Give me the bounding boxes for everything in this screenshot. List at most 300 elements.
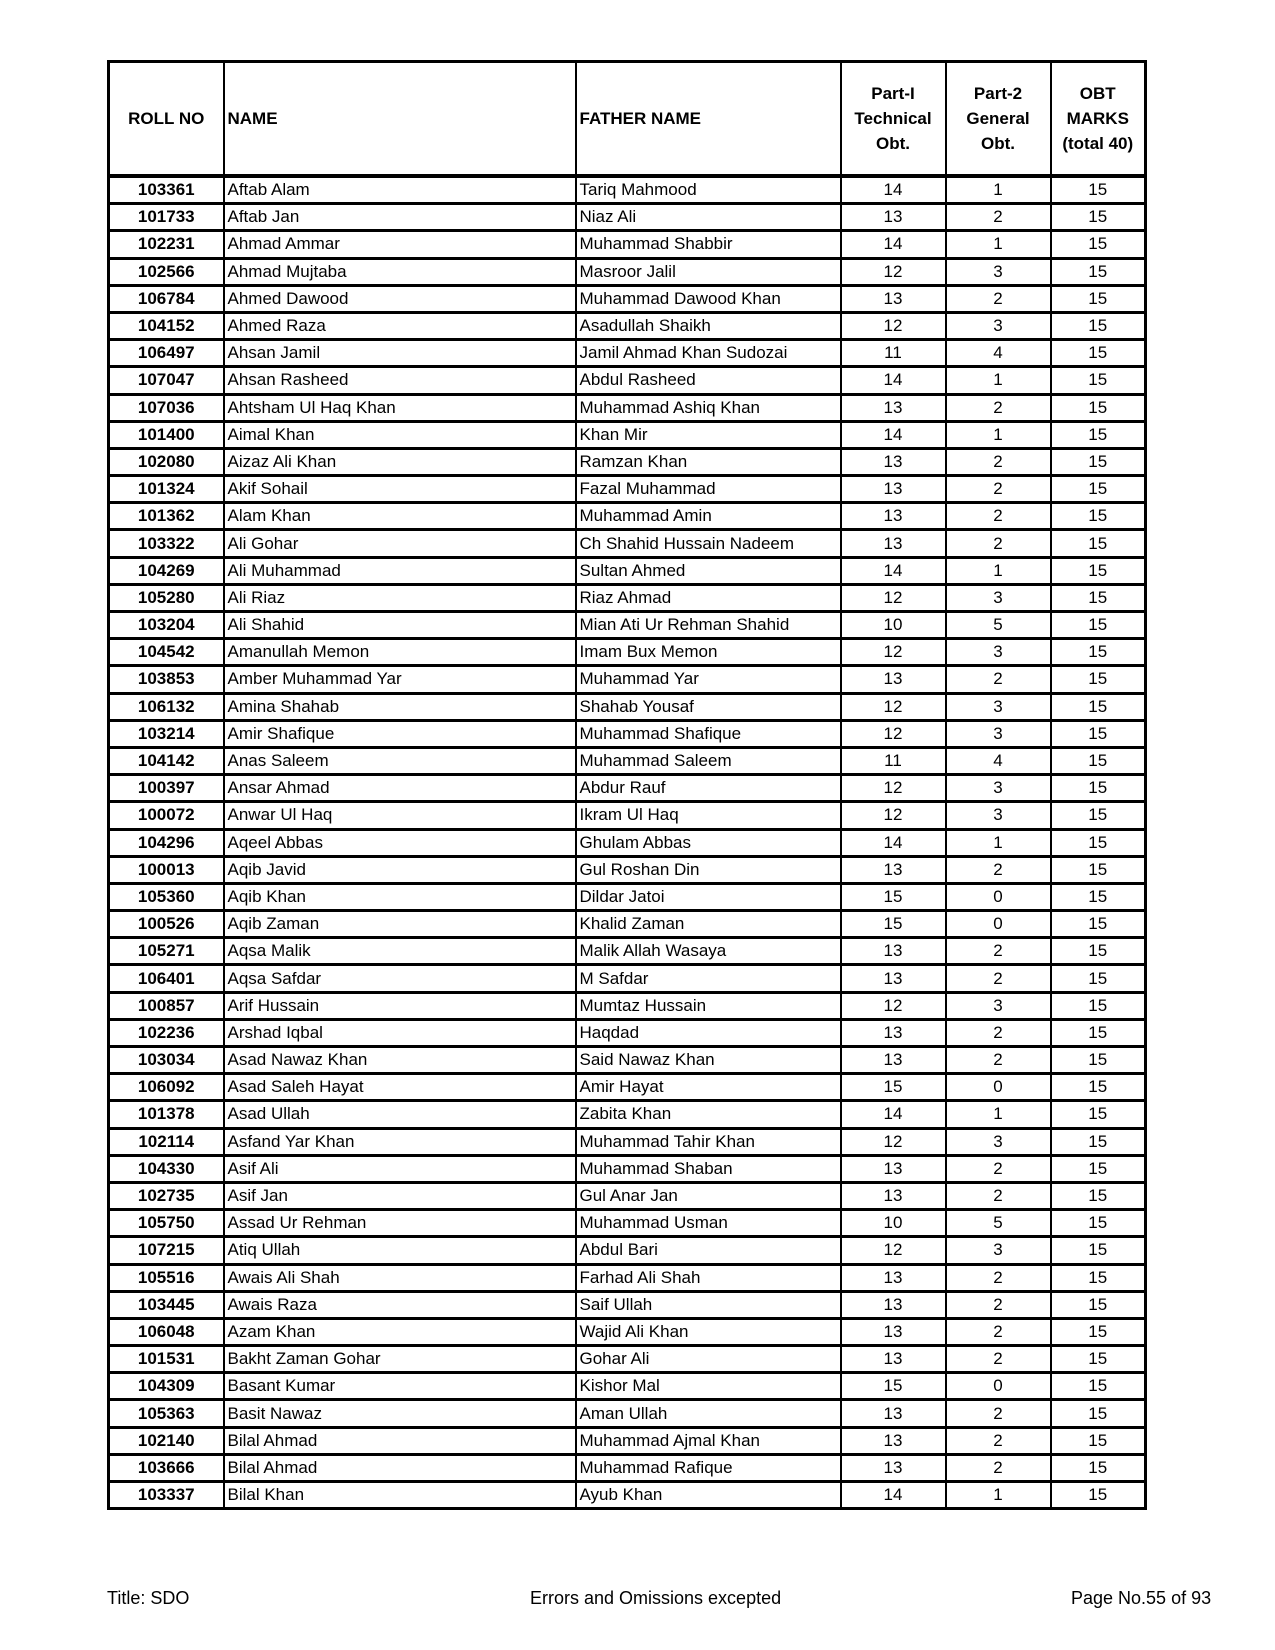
father-name-cell: Niaz Ali [576, 204, 841, 231]
part1-marks-cell: 13 [841, 1182, 946, 1209]
name-cell: Bilal Khan [224, 1482, 576, 1509]
obt-marks-cell: 15 [1051, 584, 1146, 611]
obt-marks-cell: 15 [1051, 1454, 1146, 1481]
table-row [109, 340, 1146, 367]
name-cell: Aqib Javid [224, 856, 576, 883]
roll-no-cell: 102080 [109, 448, 224, 475]
table-row [109, 1318, 1146, 1345]
part1-marks-cell: 13 [841, 1047, 946, 1074]
part1-marks-cell: 14 [841, 829, 946, 856]
part1-marks-cell: 15 [841, 883, 946, 910]
father-name-cell: Abdur Rauf [576, 775, 841, 802]
roll-no-cell: 104330 [109, 1155, 224, 1182]
part1-marks-cell: 15 [841, 1373, 946, 1400]
header-part1-line3: Obt. [876, 134, 910, 153]
obt-marks-cell: 15 [1051, 530, 1146, 557]
part2-marks-cell: 1 [946, 1482, 1051, 1509]
table-row [109, 856, 1146, 883]
header-part2-line2: General [966, 109, 1030, 128]
obt-marks-cell: 15 [1051, 747, 1146, 774]
roll-no-cell: 101378 [109, 1101, 224, 1128]
roll-no-cell: 101324 [109, 476, 224, 503]
roll-no-cell: 106497 [109, 340, 224, 367]
table-row [109, 1047, 1146, 1074]
name-cell: Atiq Ullah [224, 1237, 576, 1264]
part2-marks-cell: 2 [946, 965, 1051, 992]
part1-marks-cell: 12 [841, 720, 946, 747]
part2-marks-cell: 2 [946, 1427, 1051, 1454]
part1-marks-cell: 13 [841, 1155, 946, 1182]
father-name-cell: Wajid Ali Khan [576, 1318, 841, 1345]
table-row [109, 938, 1146, 965]
table-row [109, 1454, 1146, 1481]
part2-marks-cell: 3 [946, 312, 1051, 339]
part1-marks-cell: 13 [841, 394, 946, 421]
part2-marks-cell: 3 [946, 639, 1051, 666]
obt-marks-cell: 15 [1051, 1400, 1146, 1427]
table-row [109, 1291, 1146, 1318]
part1-marks-cell: 13 [841, 285, 946, 312]
part1-marks-cell: 12 [841, 639, 946, 666]
name-cell: Azam Khan [224, 1318, 576, 1345]
roll-no-cell: 102236 [109, 1019, 224, 1046]
obt-marks-cell: 15 [1051, 992, 1146, 1019]
name-cell: Bilal Ahmad [224, 1454, 576, 1481]
father-name-cell: Sultan Ahmed [576, 557, 841, 584]
father-name-cell: Farhad Ali Shah [576, 1264, 841, 1291]
header-obt-line2: MARKS [1066, 109, 1129, 128]
father-name-cell: Muhammad Rafique [576, 1454, 841, 1481]
name-cell: Arif Hussain [224, 992, 576, 1019]
part2-marks-cell: 2 [946, 1047, 1051, 1074]
part2-marks-cell: 2 [946, 1291, 1051, 1318]
obt-marks-cell: 15 [1051, 720, 1146, 747]
roll-no-cell: 105280 [109, 584, 224, 611]
name-cell: Ahtsham Ul Haq Khan [224, 394, 576, 421]
roll-no-cell: 106784 [109, 285, 224, 312]
obt-marks-cell: 15 [1051, 312, 1146, 339]
roll-no-cell: 102140 [109, 1427, 224, 1454]
roll-no-cell: 104152 [109, 312, 224, 339]
father-name-cell: Haqdad [576, 1019, 841, 1046]
obt-marks-cell: 15 [1051, 503, 1146, 530]
name-cell: Aqeel Abbas [224, 829, 576, 856]
name-cell: Aimal Khan [224, 421, 576, 448]
obt-marks-cell: 15 [1051, 693, 1146, 720]
father-name-cell: Gul Anar Jan [576, 1182, 841, 1209]
part2-marks-cell: 2 [946, 1400, 1051, 1427]
name-cell: Assad Ur Rehman [224, 1210, 576, 1237]
obt-marks-cell: 15 [1051, 476, 1146, 503]
table-row [109, 965, 1146, 992]
name-cell: Anwar Ul Haq [224, 802, 576, 829]
table-row [109, 231, 1146, 258]
father-name-cell: Gohar Ali [576, 1346, 841, 1373]
results-table [107, 60, 1147, 1510]
father-name-cell: Riaz Ahmad [576, 584, 841, 611]
table-row [109, 1210, 1146, 1237]
part2-marks-cell: 2 [946, 856, 1051, 883]
part1-marks-cell: 13 [841, 1291, 946, 1318]
footer-notice: Errors and Omissions excepted [530, 1588, 782, 1608]
part2-marks-cell: 4 [946, 747, 1051, 774]
part2-marks-cell: 1 [946, 829, 1051, 856]
part1-marks-cell: 14 [841, 1482, 946, 1509]
father-name-cell: Khalid Zaman [576, 911, 841, 938]
table-row [109, 829, 1146, 856]
roll-no-cell: 102231 [109, 231, 224, 258]
obt-marks-cell: 15 [1051, 231, 1146, 258]
part1-marks-cell: 13 [841, 1427, 946, 1454]
name-cell: Ali Gohar [224, 530, 576, 557]
roll-no-cell: 102114 [109, 1128, 224, 1155]
obt-marks-cell: 15 [1051, 1019, 1146, 1046]
table-row [109, 394, 1146, 421]
father-name-cell: Jamil Ahmad Khan Sudozai [576, 340, 841, 367]
part2-marks-cell: 2 [946, 285, 1051, 312]
name-cell: Amanullah Memon [224, 639, 576, 666]
part2-marks-cell: 2 [946, 938, 1051, 965]
obt-marks-cell: 15 [1051, 1264, 1146, 1291]
table-row [109, 666, 1146, 693]
roll-no-cell: 101400 [109, 421, 224, 448]
table-row [109, 1346, 1146, 1373]
father-name-cell: Kishor Mal [576, 1373, 841, 1400]
part1-marks-cell: 12 [841, 992, 946, 1019]
name-cell: Ahmad Mujtaba [224, 258, 576, 285]
table-body [109, 176, 1146, 1509]
table-row [109, 1427, 1146, 1454]
roll-no-cell: 101531 [109, 1346, 224, 1373]
roll-no-cell: 103361 [109, 176, 224, 204]
header-obt-marks [1051, 62, 1146, 177]
part2-marks-cell: 2 [946, 1155, 1051, 1182]
obt-marks-cell: 15 [1051, 1482, 1146, 1509]
obt-marks-cell: 15 [1051, 1291, 1146, 1318]
part1-marks-cell: 13 [841, 204, 946, 231]
part2-marks-cell: 2 [946, 1454, 1051, 1481]
part2-marks-cell: 2 [946, 448, 1051, 475]
father-name-cell: Abdul Rasheed [576, 367, 841, 394]
header-part2-line3: Obt. [981, 134, 1015, 153]
roll-no-cell: 105271 [109, 938, 224, 965]
part2-marks-cell: 2 [946, 204, 1051, 231]
part1-marks-cell: 14 [841, 367, 946, 394]
part1-marks-cell: 12 [841, 258, 946, 285]
header-part1-technical [841, 62, 946, 177]
father-name-cell: Muhammad Amin [576, 503, 841, 530]
table-row [109, 911, 1146, 938]
roll-no-cell: 105516 [109, 1264, 224, 1291]
obt-marks-cell: 15 [1051, 340, 1146, 367]
obt-marks-cell: 15 [1051, 666, 1146, 693]
part2-marks-cell: 2 [946, 1264, 1051, 1291]
part1-marks-cell: 13 [841, 530, 946, 557]
part1-marks-cell: 12 [841, 584, 946, 611]
part2-marks-cell: 1 [946, 231, 1051, 258]
part1-marks-cell: 10 [841, 1210, 946, 1237]
name-cell: Arshad Iqbal [224, 1019, 576, 1046]
roll-no-cell: 104296 [109, 829, 224, 856]
part2-marks-cell: 2 [946, 394, 1051, 421]
table-row [109, 1237, 1146, 1264]
part1-marks-cell: 12 [841, 312, 946, 339]
obt-marks-cell: 15 [1051, 176, 1146, 204]
obt-marks-cell: 15 [1051, 829, 1146, 856]
part1-marks-cell: 10 [841, 612, 946, 639]
roll-no-cell: 101733 [109, 204, 224, 231]
obt-marks-cell: 15 [1051, 1210, 1146, 1237]
header-part2-general [946, 62, 1051, 177]
roll-no-cell: 100072 [109, 802, 224, 829]
part1-marks-cell: 12 [841, 802, 946, 829]
roll-no-cell: 103445 [109, 1291, 224, 1318]
roll-no-cell: 103322 [109, 530, 224, 557]
roll-no-cell: 103204 [109, 612, 224, 639]
table-row [109, 557, 1146, 584]
father-name-cell: Asadullah Shaikh [576, 312, 841, 339]
roll-no-cell: 100013 [109, 856, 224, 883]
part2-marks-cell: 3 [946, 584, 1051, 611]
obt-marks-cell: 15 [1051, 1318, 1146, 1345]
part2-marks-cell: 4 [946, 340, 1051, 367]
name-cell: Asif Ali [224, 1155, 576, 1182]
part2-marks-cell: 1 [946, 557, 1051, 584]
obt-marks-cell: 15 [1051, 394, 1146, 421]
header-father-name: FATHER NAME [576, 62, 841, 177]
obt-marks-cell: 15 [1051, 1427, 1146, 1454]
part1-marks-cell: 12 [841, 1237, 946, 1264]
name-cell: Asad Saleh Hayat [224, 1074, 576, 1101]
name-cell: Ahsan Rasheed [224, 367, 576, 394]
obt-marks-cell: 15 [1051, 883, 1146, 910]
name-cell: Asif Jan [224, 1182, 576, 1209]
table-row [109, 367, 1146, 394]
table-row [109, 448, 1146, 475]
header-row [109, 62, 1146, 177]
name-cell: Bilal Ahmad [224, 1427, 576, 1454]
table-row [109, 883, 1146, 910]
name-cell: Aftab Alam [224, 176, 576, 204]
part2-marks-cell: 2 [946, 666, 1051, 693]
roll-no-cell: 107215 [109, 1237, 224, 1264]
part2-marks-cell: 3 [946, 802, 1051, 829]
part1-marks-cell: 13 [841, 1346, 946, 1373]
father-name-cell: Imam Bux Memon [576, 639, 841, 666]
obt-marks-cell: 15 [1051, 1101, 1146, 1128]
obt-marks-cell: 15 [1051, 1237, 1146, 1264]
name-cell: Aizaz Ali Khan [224, 448, 576, 475]
obt-marks-cell: 15 [1051, 1182, 1146, 1209]
name-cell: Asad Nawaz Khan [224, 1047, 576, 1074]
table-row [109, 1074, 1146, 1101]
father-name-cell: Masroor Jalil [576, 258, 841, 285]
obt-marks-cell: 15 [1051, 612, 1146, 639]
name-cell: Alam Khan [224, 503, 576, 530]
table-row [109, 1155, 1146, 1182]
name-cell: Aqib Khan [224, 883, 576, 910]
part1-marks-cell: 13 [841, 1318, 946, 1345]
name-cell: Aftab Jan [224, 204, 576, 231]
obt-marks-cell: 15 [1051, 802, 1146, 829]
part2-marks-cell: 0 [946, 883, 1051, 910]
father-name-cell: Shahab Yousaf [576, 693, 841, 720]
name-cell: Anas Saleem [224, 747, 576, 774]
header-roll-no: ROLL NO [109, 62, 224, 177]
father-name-cell: Muhammad Ajmal Khan [576, 1427, 841, 1454]
part2-marks-cell: 1 [946, 421, 1051, 448]
header-obt-line1: OBT [1079, 84, 1116, 103]
name-cell: Amina Shahab [224, 693, 576, 720]
father-name-cell: Muhammad Saleem [576, 747, 841, 774]
table-row [109, 639, 1146, 666]
table-row [109, 1101, 1146, 1128]
part2-marks-cell: 0 [946, 911, 1051, 938]
father-name-cell: Ghulam Abbas [576, 829, 841, 856]
father-name-cell: Aman Ullah [576, 1400, 841, 1427]
part1-marks-cell: 13 [841, 1019, 946, 1046]
part2-marks-cell: 5 [946, 612, 1051, 639]
part2-marks-cell: 3 [946, 720, 1051, 747]
roll-no-cell: 102735 [109, 1182, 224, 1209]
part1-marks-cell: 13 [841, 965, 946, 992]
table-row [109, 802, 1146, 829]
obt-marks-cell: 15 [1051, 775, 1146, 802]
obt-marks-cell: 15 [1051, 557, 1146, 584]
table-row [109, 530, 1146, 557]
footer-page-number: Page No.55 of 93 [1071, 1588, 1212, 1608]
table-row [109, 176, 1146, 204]
name-cell: Amir Shafique [224, 720, 576, 747]
header-name: NAME [224, 62, 576, 177]
name-cell: Asad Ullah [224, 1101, 576, 1128]
part2-marks-cell: 1 [946, 1101, 1051, 1128]
obt-marks-cell: 15 [1051, 204, 1146, 231]
table-row [109, 285, 1146, 312]
table-row [109, 1182, 1146, 1209]
father-name-cell: Muhammad Shabbir [576, 231, 841, 258]
father-name-cell: Ch Shahid Hussain Nadeem [576, 530, 841, 557]
table-row [109, 1019, 1146, 1046]
roll-no-cell: 103337 [109, 1482, 224, 1509]
roll-no-cell: 104309 [109, 1373, 224, 1400]
father-name-cell: Gul Roshan Din [576, 856, 841, 883]
father-name-cell: Dildar Jatoi [576, 883, 841, 910]
part1-marks-cell: 14 [841, 176, 946, 204]
name-cell: Akif Sohail [224, 476, 576, 503]
part2-marks-cell: 3 [946, 992, 1051, 1019]
roll-no-cell: 104269 [109, 557, 224, 584]
part1-marks-cell: 13 [841, 1264, 946, 1291]
obt-marks-cell: 15 [1051, 367, 1146, 394]
name-cell: Awais Raza [224, 1291, 576, 1318]
roll-no-cell: 100397 [109, 775, 224, 802]
part1-marks-cell: 13 [841, 503, 946, 530]
roll-no-cell: 103666 [109, 1454, 224, 1481]
roll-no-cell: 103853 [109, 666, 224, 693]
father-name-cell: Mumtaz Hussain [576, 992, 841, 1019]
part1-marks-cell: 14 [841, 231, 946, 258]
name-cell: Amber Muhammad Yar [224, 666, 576, 693]
header-part2-line1: Part-2 [973, 84, 1023, 103]
obt-marks-cell: 15 [1051, 285, 1146, 312]
roll-no-cell: 106092 [109, 1074, 224, 1101]
father-name-cell: Muhammad Tahir Khan [576, 1128, 841, 1155]
father-name-cell: Tariq Mahmood [576, 176, 841, 204]
table-row [109, 476, 1146, 503]
table-row [109, 612, 1146, 639]
name-cell: Ansar Ahmad [224, 775, 576, 802]
father-name-cell: Ayub Khan [576, 1482, 841, 1509]
roll-no-cell: 101362 [109, 503, 224, 530]
part2-marks-cell: 5 [946, 1210, 1051, 1237]
name-cell: Aqib Zaman [224, 911, 576, 938]
father-name-cell: M Safdar [576, 965, 841, 992]
part1-marks-cell: 15 [841, 911, 946, 938]
part1-marks-cell: 11 [841, 340, 946, 367]
footer-title: Title: SDO [107, 1588, 190, 1608]
father-name-cell: Muhammad Shafique [576, 720, 841, 747]
obt-marks-cell: 15 [1051, 421, 1146, 448]
part2-marks-cell: 2 [946, 1019, 1051, 1046]
part1-marks-cell: 13 [841, 1400, 946, 1427]
name-cell: Ali Shahid [224, 612, 576, 639]
part1-marks-cell: 12 [841, 693, 946, 720]
part1-marks-cell: 13 [841, 856, 946, 883]
roll-no-cell: 106132 [109, 693, 224, 720]
obt-marks-cell: 15 [1051, 1155, 1146, 1182]
part1-marks-cell: 13 [841, 448, 946, 475]
table-row [109, 503, 1146, 530]
father-name-cell: Malik Allah Wasaya [576, 938, 841, 965]
part2-marks-cell: 3 [946, 1128, 1051, 1155]
obt-marks-cell: 15 [1051, 856, 1146, 883]
name-cell: Basant Kumar [224, 1373, 576, 1400]
obt-marks-cell: 15 [1051, 938, 1146, 965]
father-name-cell: Muhammad Usman [576, 1210, 841, 1237]
table-row [109, 747, 1146, 774]
father-name-cell: Fazal Muhammad [576, 476, 841, 503]
obt-marks-cell: 15 [1051, 1346, 1146, 1373]
roll-no-cell: 105750 [109, 1210, 224, 1237]
table-row [109, 1264, 1146, 1291]
table-row [109, 693, 1146, 720]
table-row [109, 992, 1146, 1019]
part1-marks-cell: 12 [841, 1128, 946, 1155]
obt-marks-cell: 15 [1051, 1047, 1146, 1074]
table-row [109, 1373, 1146, 1400]
table-row [109, 775, 1146, 802]
obt-marks-cell: 15 [1051, 965, 1146, 992]
roll-no-cell: 100526 [109, 911, 224, 938]
roll-no-cell: 105363 [109, 1400, 224, 1427]
name-cell: Ali Riaz [224, 584, 576, 611]
name-cell: Asfand Yar Khan [224, 1128, 576, 1155]
table-row [109, 720, 1146, 747]
table-row [109, 1400, 1146, 1427]
part2-marks-cell: 2 [946, 530, 1051, 557]
part1-marks-cell: 13 [841, 476, 946, 503]
father-name-cell: Muhammad Yar [576, 666, 841, 693]
part2-marks-cell: 2 [946, 476, 1051, 503]
roll-no-cell: 106048 [109, 1318, 224, 1345]
part1-marks-cell: 13 [841, 1454, 946, 1481]
part1-marks-cell: 11 [841, 747, 946, 774]
part1-marks-cell: 14 [841, 557, 946, 584]
roll-no-cell: 107036 [109, 394, 224, 421]
obt-marks-cell: 15 [1051, 258, 1146, 285]
father-name-cell: Saif Ullah [576, 1291, 841, 1318]
